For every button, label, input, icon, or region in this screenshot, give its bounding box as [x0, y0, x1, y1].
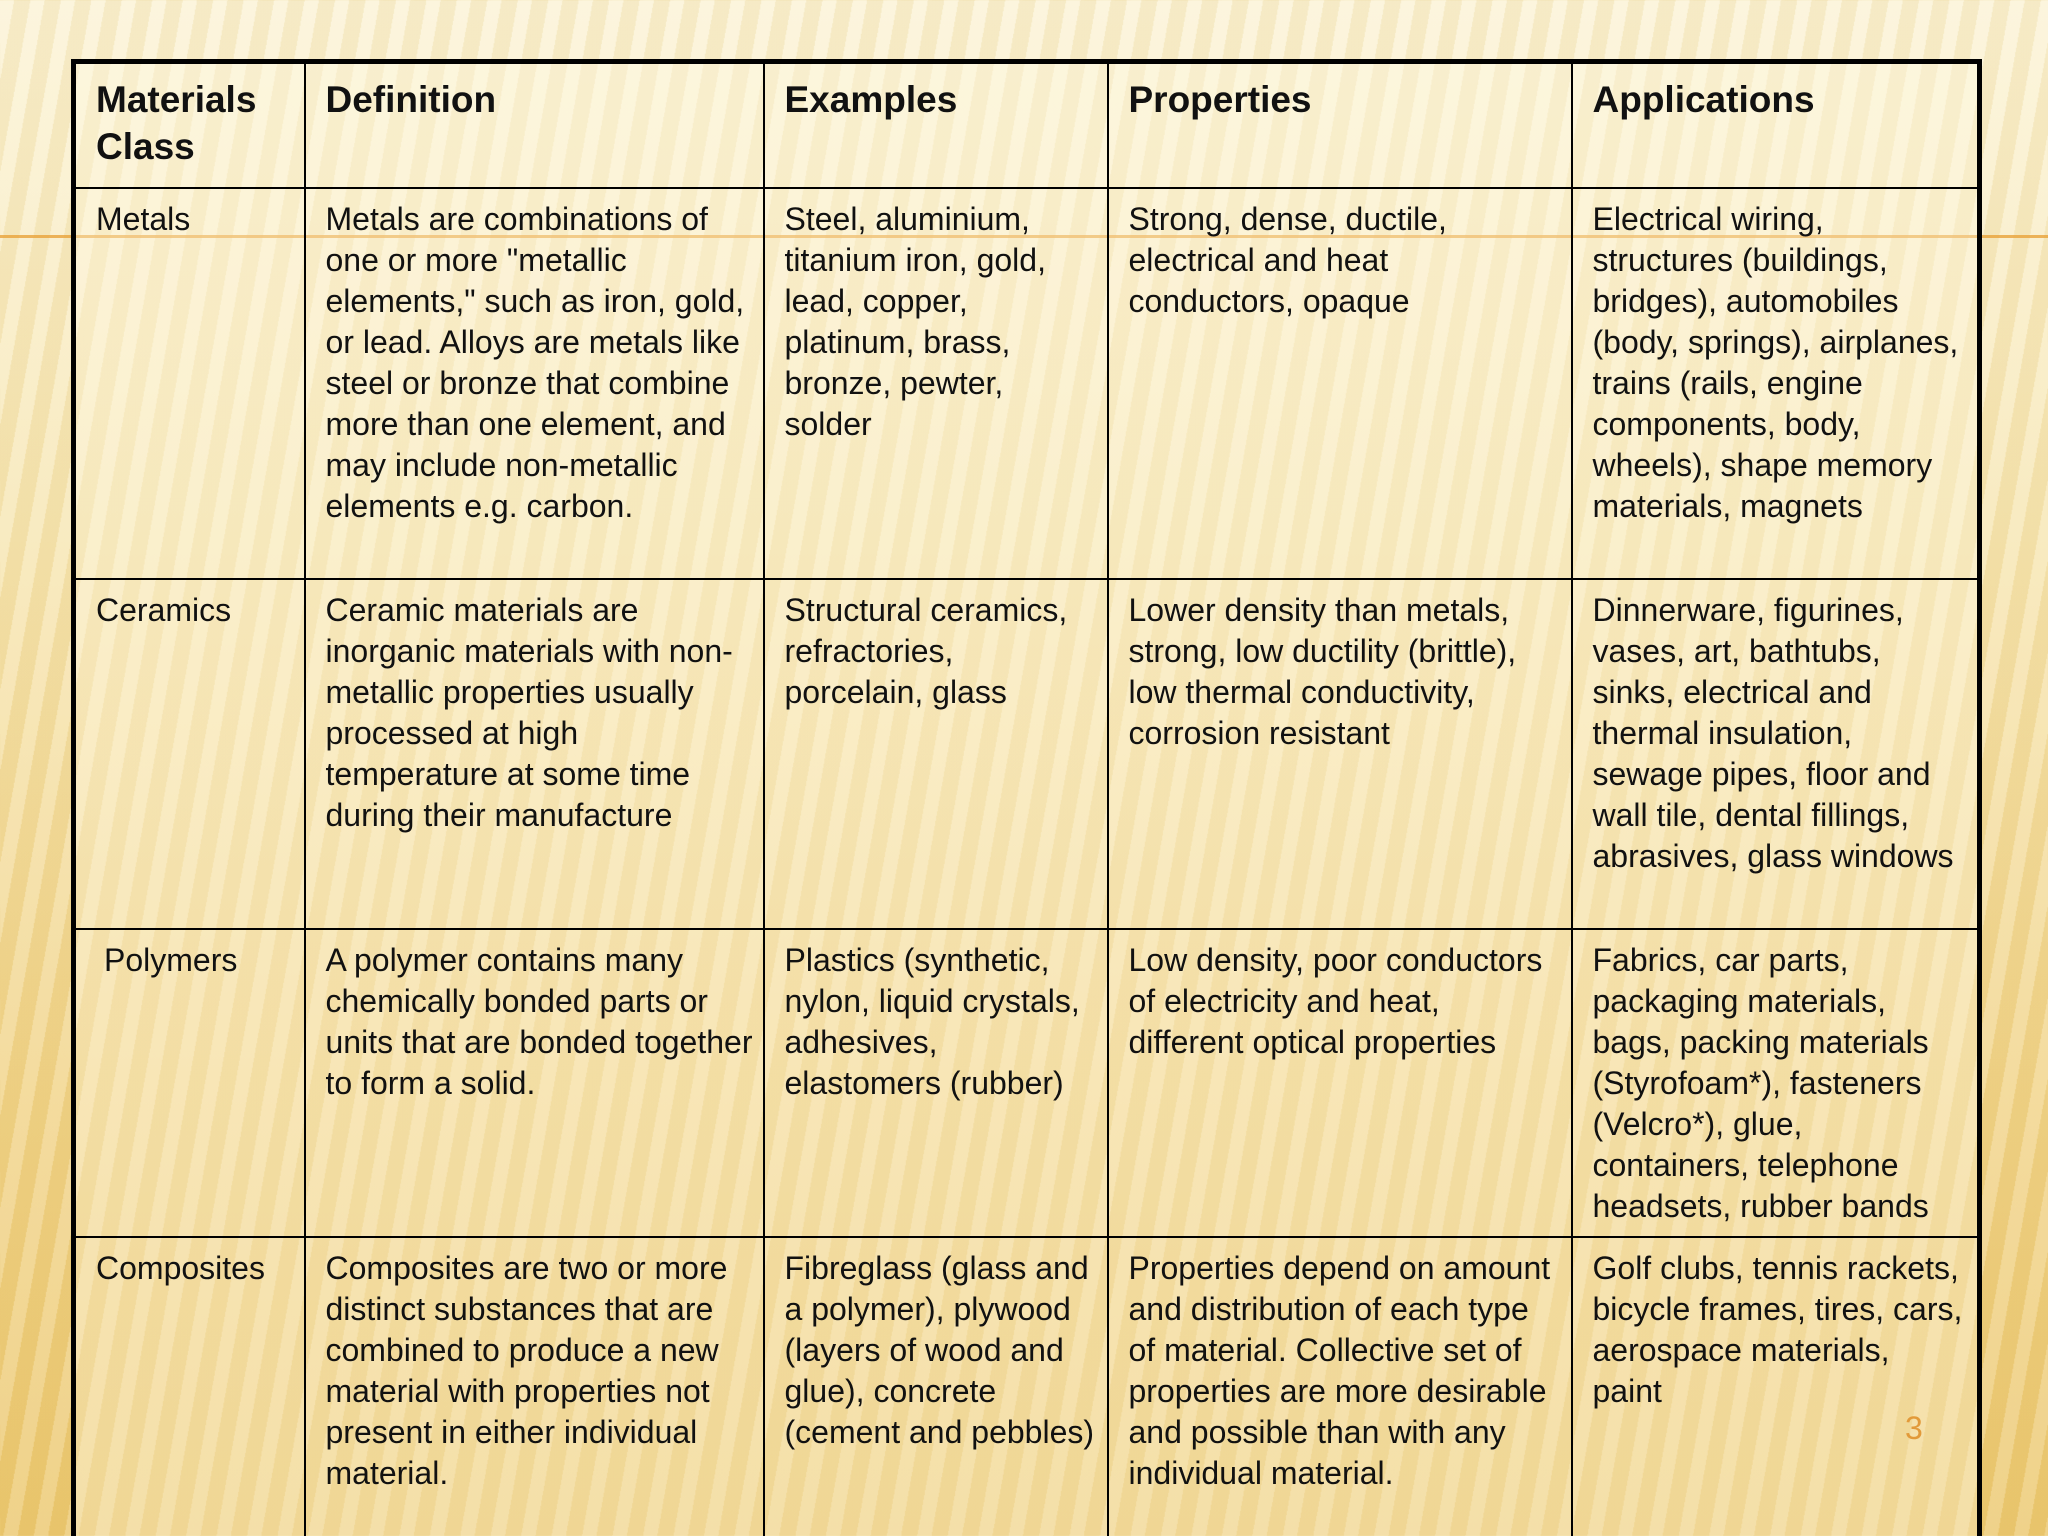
cell-examples: Steel, aluminium, titanium iron, gold, lead, copper, platinum, brass, bronze, pewter, solder	[764, 188, 1108, 579]
page-number: 3	[1905, 1410, 1923, 1446]
cell-properties: Strong, dense, ductile, electrical and heat conductors, opaque	[1108, 188, 1572, 579]
cell-examples: Structural ceramics, refractories, porcelain, glass	[764, 579, 1108, 929]
cell-properties: Lower density than metals, strong, low ductility (brittle), low thermal conductivity, corrosion resistant	[1108, 579, 1572, 929]
cell-applications: Electrical wiring, structures (buildings, bridges), automobiles (body, springs), airplanes, trains (rails, engine components, body, wheels), shape memory materials, magnets	[1572, 188, 1980, 579]
cell-examples: Fibreglass (glass and a polymer), plywood (layers of wood and glue), concrete (cement and pebbles)	[764, 1237, 1108, 1536]
cell-properties: Properties depend on amount and distribution of each type of material. Collective set of properties are more desirable and possible than with any individual material.	[1108, 1237, 1572, 1536]
materials-table	[71, 59, 1982, 1536]
cell-definition: A polymer contains many chemically bonded parts or units that are bonded together to form a solid.	[305, 929, 764, 1237]
header-applications: Applications	[1572, 62, 1980, 189]
table-row	[74, 1237, 1980, 1536]
cell-class: Metals	[74, 188, 305, 579]
cell-applications: Golf clubs, tennis rackets, bicycle frames, tires, cars, aerospace materials, paint	[1572, 1237, 1980, 1536]
table-header-row	[74, 62, 1980, 189]
header-materials-class: Materials Class	[74, 62, 305, 189]
cell-definition: Composites are two or more distinct substances that are combined to produce a new material with properties not present in either individual material.	[305, 1237, 764, 1536]
header-definition: Definition	[305, 62, 764, 189]
cell-applications: Fabrics, car parts, packaging materials, bags, packing materials (Styrofoam*), fasteners (Velcro*), glue, containers, telephone headsets, rubber bands	[1572, 929, 1980, 1237]
cell-class: Ceramics	[74, 579, 305, 929]
cell-definition: Ceramic materials are inorganic materials with non-metallic properties usually processed at high temperature at some time during their manufacture	[305, 579, 764, 929]
cell-properties: Low density, poor conductors of electricity and heat, different optical properties	[1108, 929, 1572, 1237]
cell-class: Composites	[74, 1237, 305, 1536]
cell-definition: Metals are combinations of one or more "metallic elements," such as iron, gold, or lead. Alloys are metals like steel or bronze that combine more than one element, and may include non-metallic elements e.g. carbon.	[305, 188, 764, 579]
table-row	[74, 929, 1980, 1237]
cell-class: Polymers	[74, 929, 305, 1237]
cell-examples: Plastics (synthetic, nylon, liquid crystals, adhesives, elastomers (rubber)	[764, 929, 1108, 1237]
table-row	[74, 579, 1980, 929]
table-row	[74, 188, 1980, 579]
header-examples: Examples	[764, 62, 1108, 189]
cell-applications: Dinnerware, figurines, vases, art, bathtubs, sinks, electrical and thermal insulation, sewage pipes, floor and wall tile, dental fillings, abrasives, glass windows	[1572, 579, 1980, 929]
header-properties: Properties	[1108, 62, 1572, 189]
